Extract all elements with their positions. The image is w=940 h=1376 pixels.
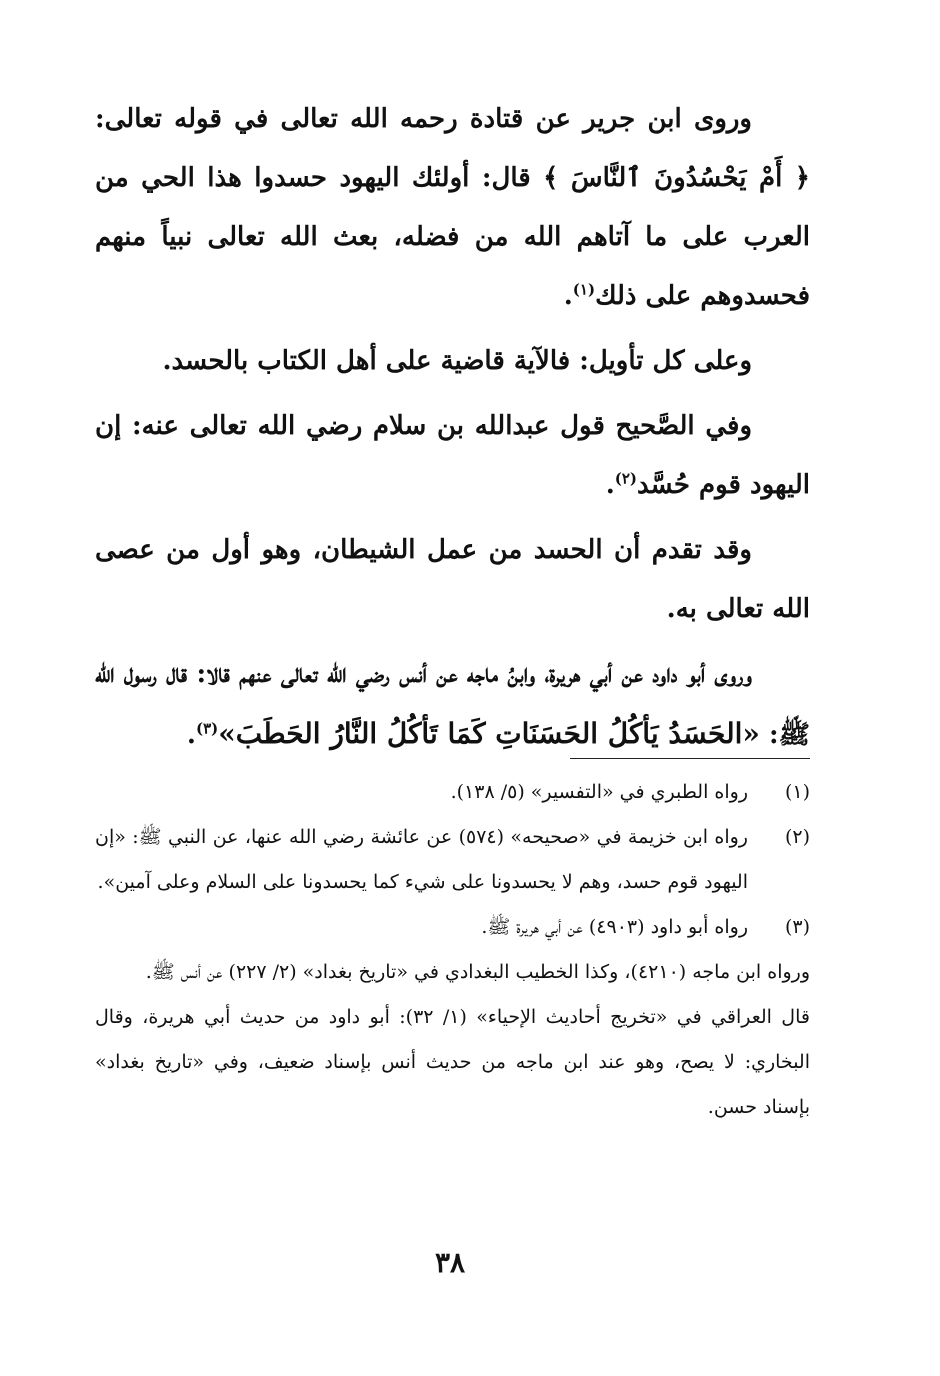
footnote-3 <box>95 905 810 950</box>
footnote-text: رواه الطبري في «التفسير» (٥/ ١٣٨). <box>450 781 748 803</box>
paragraph-5-intro: وروى أبو داود عن أبي هريرة، وابنُ ماجه عن أنس رضي الله تعالى عنهم قالا: قال رسول الله ﷺ: <box>95 659 810 750</box>
paragraph-5-end: . <box>186 720 196 750</box>
footnote-1 <box>95 770 810 815</box>
paragraph-2: وعلى كل تأويل: فالآية قاضية على أهل الكتاب بالحسد. <box>162 346 752 376</box>
paragraph-1 <box>95 90 810 326</box>
footnote-number: (٢) <box>784 826 810 848</box>
paragraph-3-text: وفي الصَّحيح قول عبدالله بن سلام رضي الله تعالى عنه: إن اليهود قوم حُسَّد <box>95 411 810 500</box>
footnote-text: رواه أبو داود (٤٩٠٣) عن أبي هريرة ﷺ. <box>481 916 748 938</box>
paragraph-1-end: . <box>563 281 573 311</box>
footnote-3-continuation: قال العراقي في «تخريج أحاديث الإحياء» (١/ ٣٢): أبو داود من حديث أبي هريرة، وقال البخاري: لا يصح، وهو عند ابن ماجه من حديث أنس بإسناد ضعيف، وفي «تاريخ بغداد» بإسناد حسن. <box>95 1006 810 1118</box>
footnote-ref-1: (١) <box>572 280 596 299</box>
footnotes <box>95 770 810 1130</box>
footnote-divider <box>570 758 810 759</box>
footnote-text: رواه ابن خزيمة في «صحيحه» (٥٧٤) عن عائشة رضي الله عنها، عن النبي ﷺ: «إن اليهود قوم حسد، وهم لا يحسدونا على شيء كما يحسدونا على السلام وعلى آمين». <box>95 826 748 893</box>
paragraph-3-end: . <box>605 470 615 500</box>
hadith-text: «الحَسَدُ يَأكُلُ الحَسَنَاتِ كَمَا تَأكُلُ النَّارُ الحَطَبَ» <box>218 717 760 750</box>
paragraph-1-intro: وروى ابن جرير عن قتادة رحمه الله تعالى في قوله تعالى: <box>95 104 752 134</box>
footnote-number: (١) <box>784 781 810 803</box>
footnote-2 <box>95 815 810 905</box>
paragraph-5 <box>95 645 810 765</box>
footnote-number: (٣) <box>784 916 810 938</box>
page-number: ٣٨ <box>434 1246 466 1279</box>
paragraph-1-rest: قال: أولئك اليهود حسدوا هذا الحي من العرب على ما آتاهم الله من فضله، بعث الله تعالى نبياً منهم فحسدوهم على ذلك <box>95 163 810 311</box>
paragraph-4: وقد تقدم أن الحسد من عمل الشيطان، وهو أول من عصى الله تعالى به. <box>95 535 810 624</box>
footnote-ref-3: (٣) <box>195 719 219 738</box>
main-text <box>95 90 810 771</box>
paragraph-3 <box>95 397 810 515</box>
footnote-3-continuation: ورواه ابن ماجه (٤٢١٠)، وكذا الخطيب البغدادي في «تاريخ بغداد» (٢/ ٢٢٧) عن أنس ﷺ. <box>145 961 810 983</box>
footnote-ref-2: (٢) <box>614 469 638 488</box>
quran-verse: ﴿ أَمْ يَحْسُدُونَ ٱلنَّاسَ ﴾ <box>543 163 810 193</box>
